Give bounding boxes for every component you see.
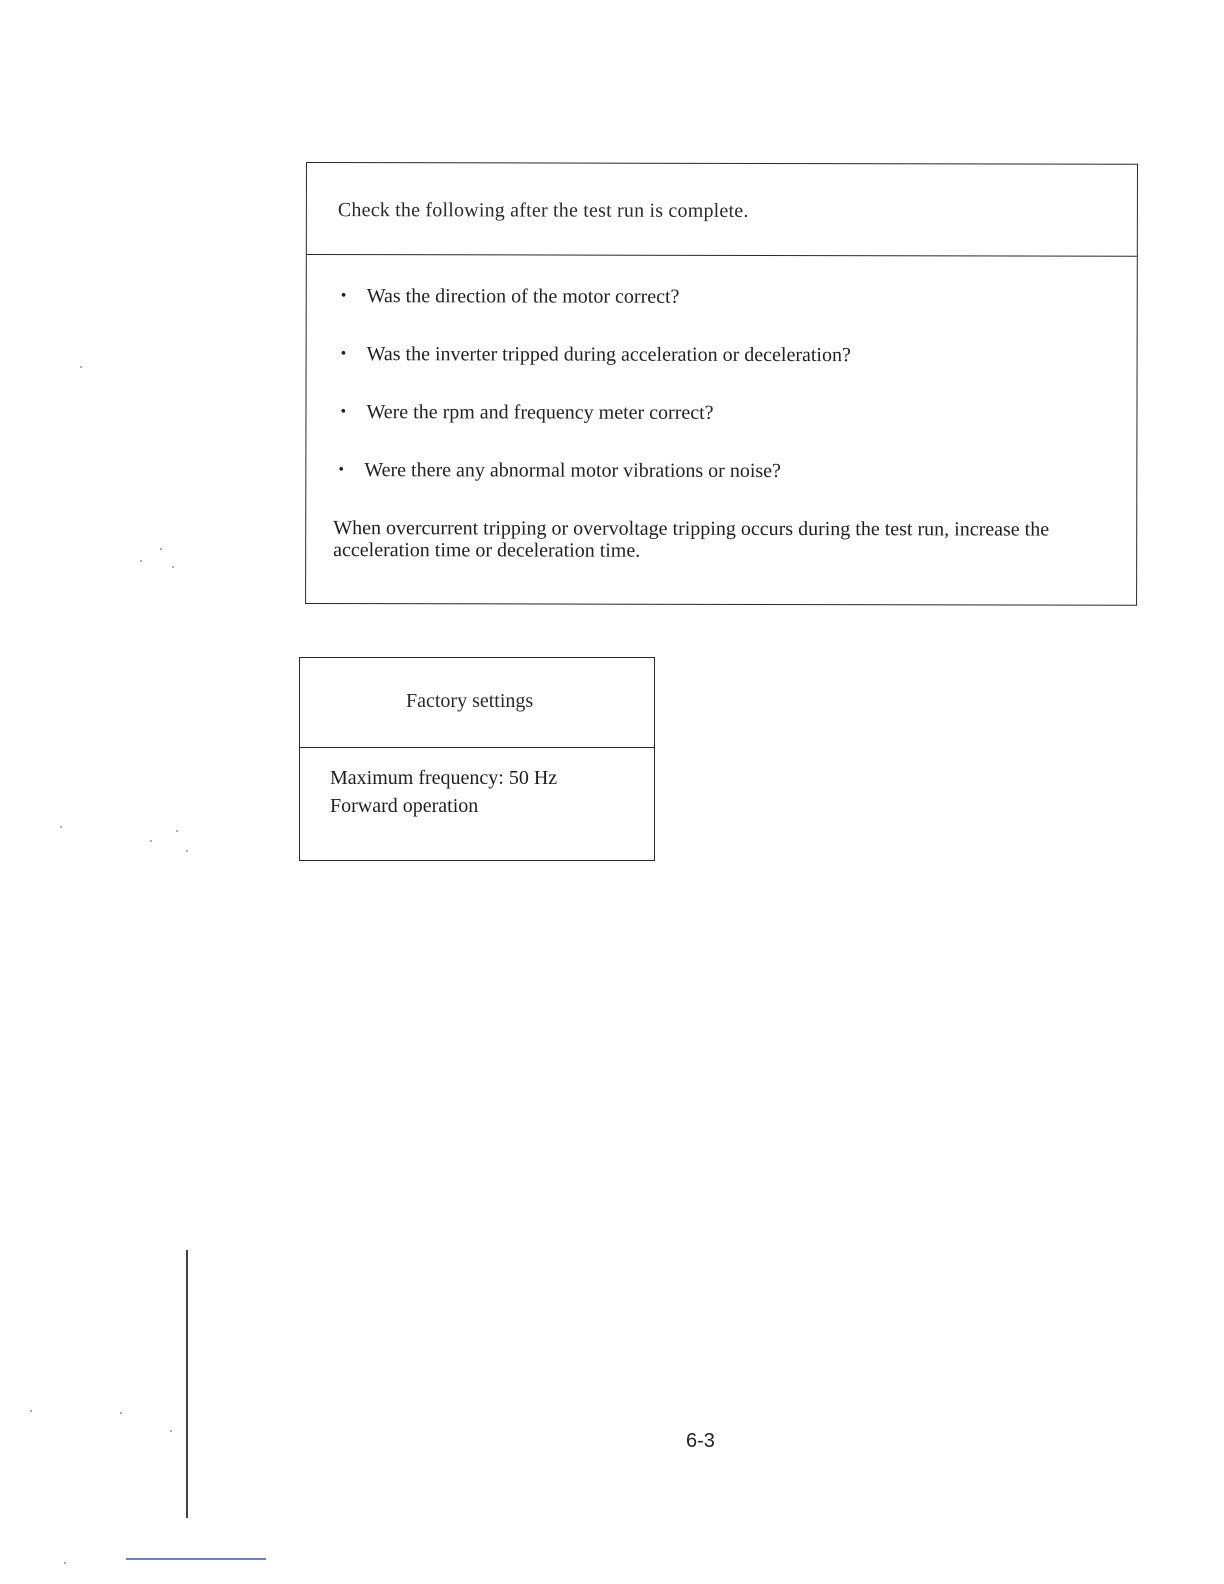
max-frequency-setting: Maximum frequency: 50 Hz [330,767,558,789]
factory-settings-heading: Factory settings [300,658,654,748]
scan-speck [150,840,152,842]
bullet-icon: • [340,403,347,421]
scan-speck [120,1412,122,1414]
checklist-item-text: Was the direction of the motor correct? [366,285,680,308]
scan-speck [140,560,142,562]
scan-speck [60,826,62,828]
checklist-item-text: Were there any abnormal motor vibrations or noise? [364,459,781,482]
scan-bottom-rule [126,1558,266,1560]
checklist-heading: Check the following after the test run is complete. [307,163,1137,257]
checklist-item [340,401,713,425]
scan-speck [30,1410,32,1412]
tripping-note: When overcurrent tripping or overvoltage tripping occurs during the test run, increase the acceleration time or deceleration time. [333,517,1050,562]
test-run-checklist-box [305,162,1138,606]
checklist-item [341,285,680,309]
forward-operation-setting: Forward operation [330,795,479,817]
factory-settings-body [300,748,654,820]
bullet-icon: • [340,287,347,305]
checklist-item-text: Were the rpm and frequency meter correct? [366,401,714,424]
checklist-item [338,459,781,483]
scan-binder-line [186,1250,188,1518]
scan-speck [80,366,82,368]
checklist-item-text: Was the inverter tripped during acceleration or deceleration? [366,343,851,367]
bullet-icon: • [338,461,344,479]
page-number: 6-3 [686,1430,715,1452]
scan-speck [172,566,174,568]
scan-speck [170,1430,172,1432]
checklist-item [341,343,851,367]
scan-speck [176,830,178,832]
scan-speck [160,548,162,550]
scan-speck [186,850,188,852]
bullet-icon: • [340,345,347,363]
scan-speck [64,1562,66,1564]
factory-settings-box [299,657,655,861]
